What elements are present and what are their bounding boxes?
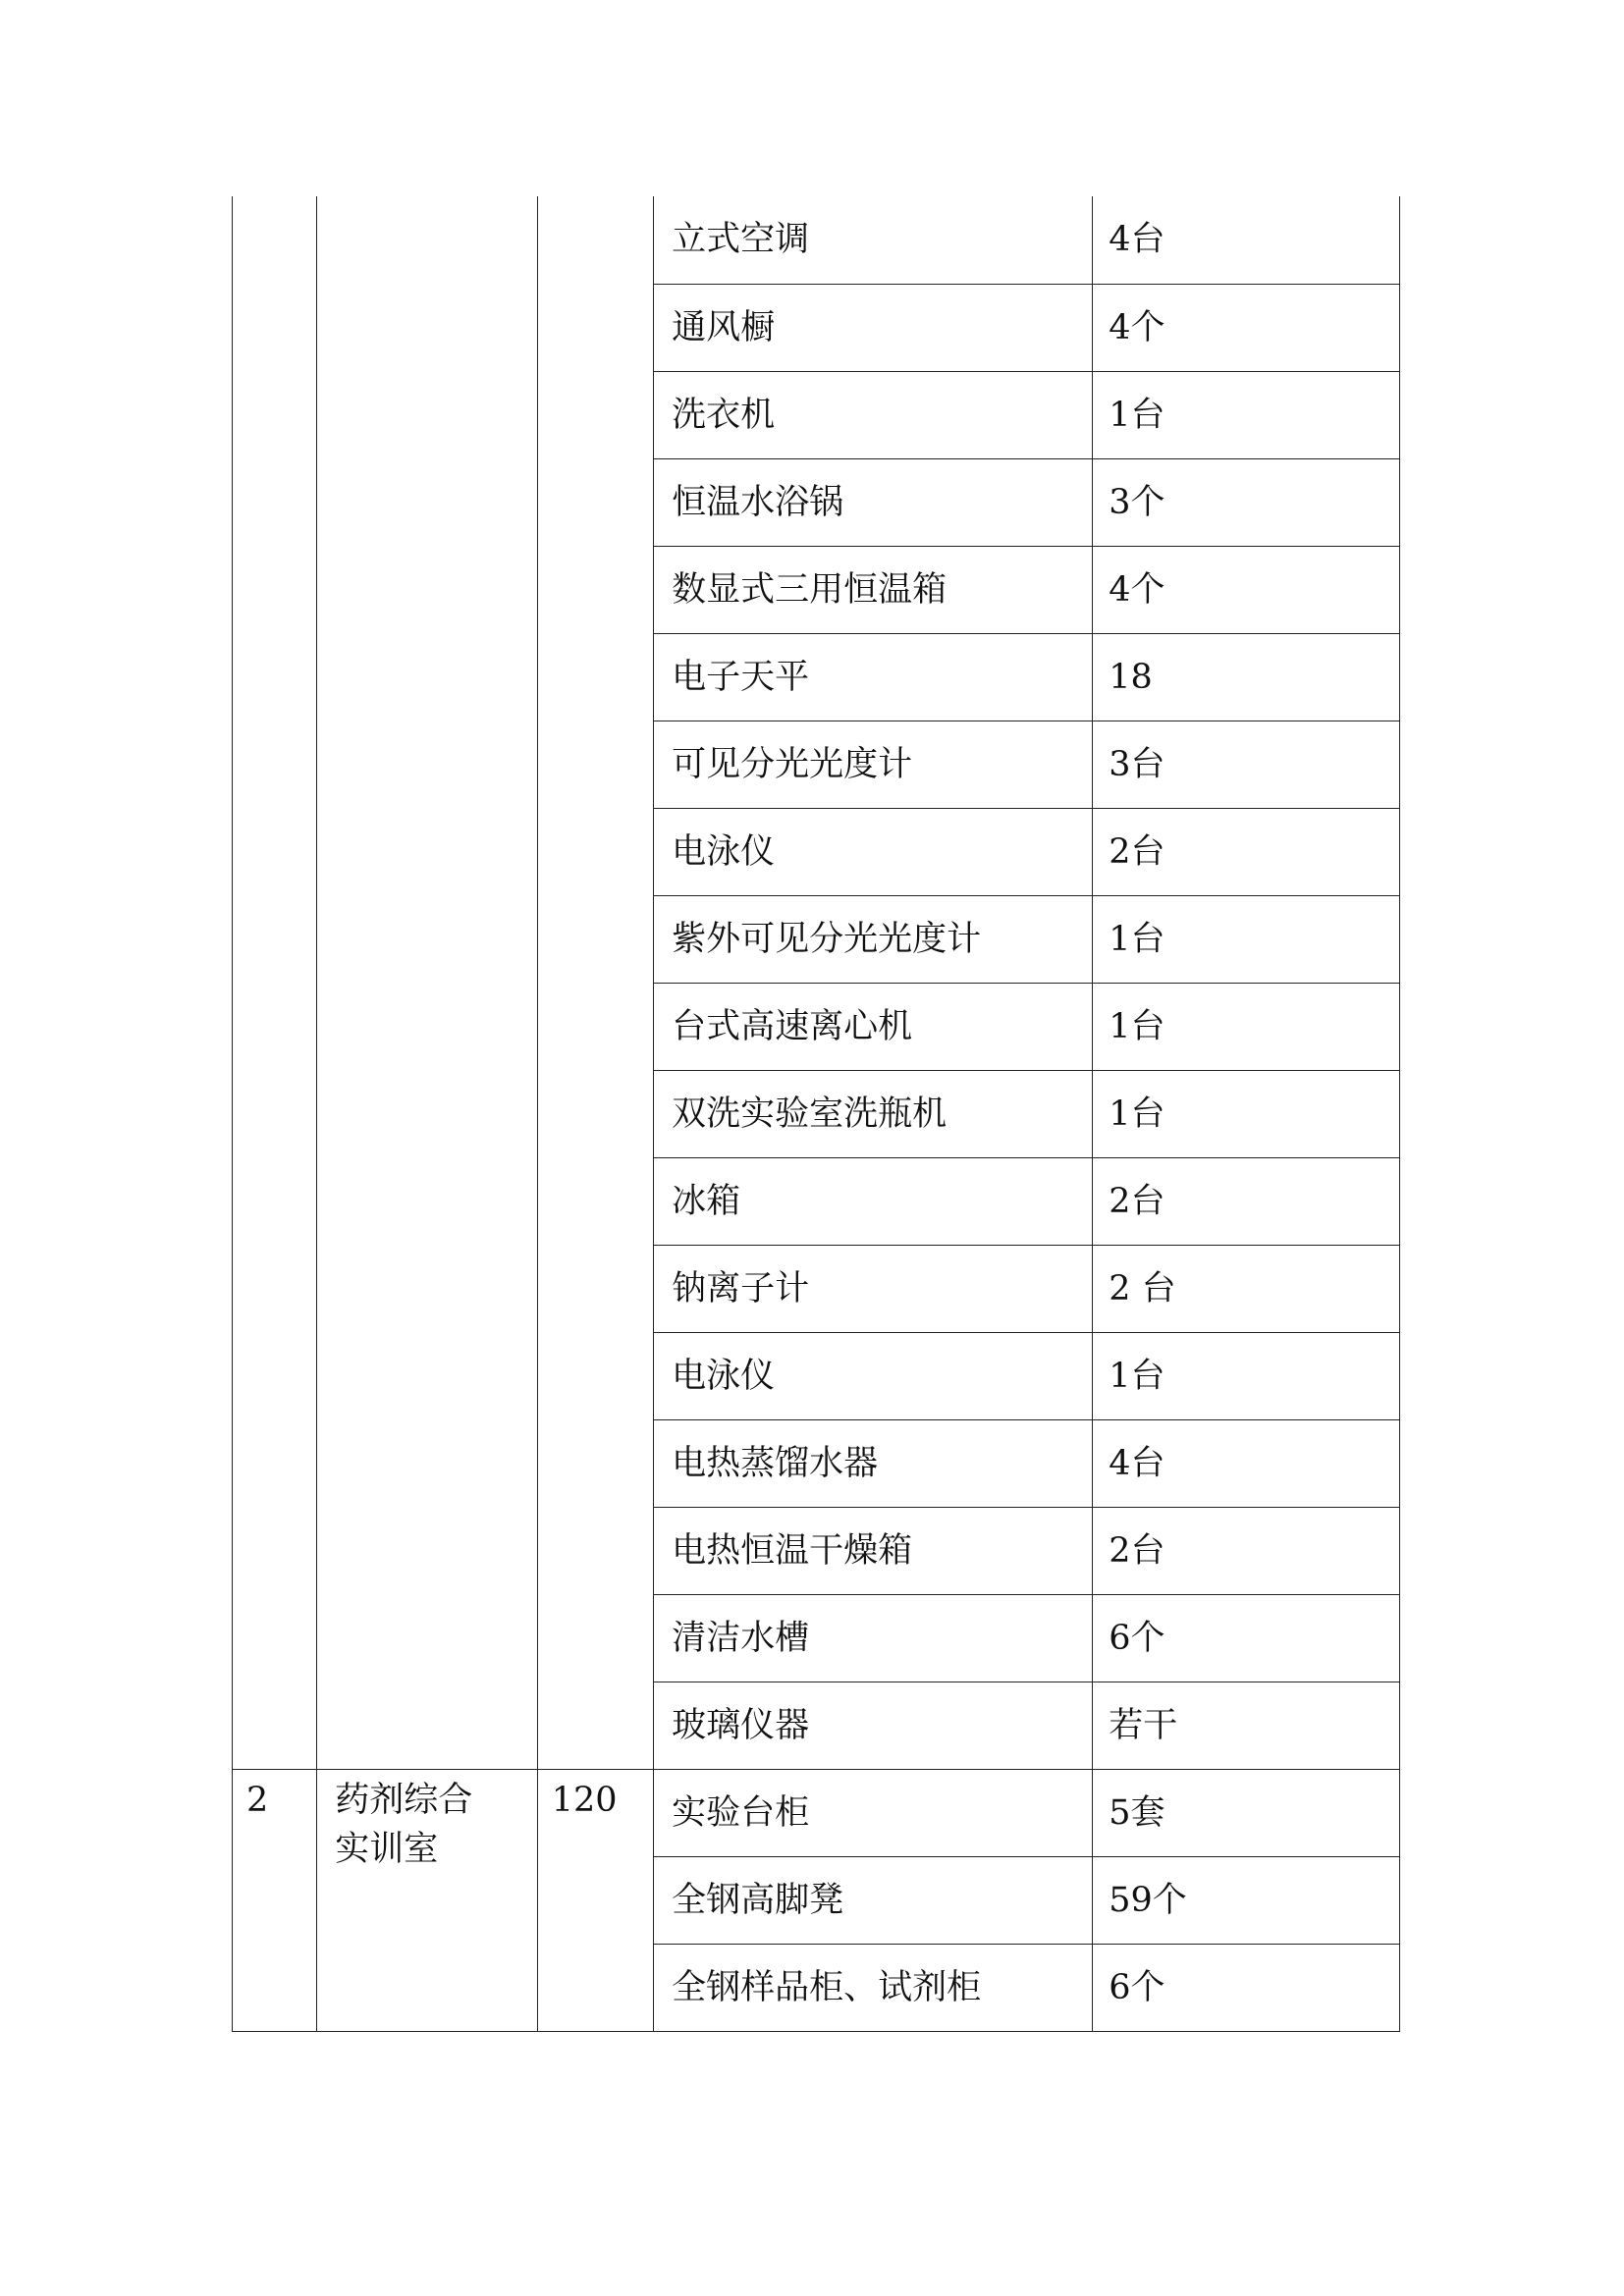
equipment-name: 电泳仪 — [654, 1332, 1093, 1419]
equipment-name: 双洗实验室洗瓶机 — [654, 1070, 1093, 1157]
equipment-qty: 2台 — [1093, 1157, 1400, 1245]
equipment-name: 清洁水槽 — [654, 1594, 1093, 1682]
equipment-name: 钠离子计 — [654, 1245, 1093, 1332]
equipment-qty: 6个 — [1093, 1944, 1400, 2031]
equipment-qty: 4台 — [1093, 196, 1400, 284]
equipment-qty: 1台 — [1093, 983, 1400, 1070]
equipment-name: 全钢高脚凳 — [654, 1856, 1093, 1944]
room1-name-cell — [317, 196, 538, 1769]
equipment-name: 实验台柜 — [654, 1769, 1093, 1856]
equipment-qty: 3个 — [1093, 458, 1400, 546]
table-row — [233, 1769, 1400, 1856]
equipment-table — [232, 196, 1400, 2032]
equipment-name: 电泳仪 — [654, 808, 1093, 895]
room-name — [317, 1769, 538, 2031]
equipment-name: 可见分光光度计 — [654, 721, 1093, 808]
room-name-line2: 实训室 — [335, 1829, 439, 1869]
equipment-name: 数显式三用恒温箱 — [654, 546, 1093, 633]
equipment-qty: 3台 — [1093, 721, 1400, 808]
equipment-qty: 4个 — [1093, 284, 1400, 371]
equipment-qty: 4个 — [1093, 546, 1400, 633]
equipment-name: 立式空调 — [654, 196, 1093, 284]
equipment-qty: 1台 — [1093, 895, 1400, 983]
equipment-name: 电子天平 — [654, 633, 1093, 721]
equipment-name: 电热恒温干燥箱 — [654, 1507, 1093, 1594]
equipment-name: 台式高速离心机 — [654, 983, 1093, 1070]
equipment-qty: 18 — [1093, 633, 1400, 721]
equipment-name: 恒温水浴锅 — [654, 458, 1093, 546]
equipment-name: 紫外可见分光光度计 — [654, 895, 1093, 983]
equipment-name: 洗衣机 — [654, 371, 1093, 458]
equipment-qty: 2台 — [1093, 808, 1400, 895]
room1-no-cell — [233, 196, 317, 1769]
room-name-line1: 药剂综合 — [335, 1780, 473, 1820]
equipment-qty: 59个 — [1093, 1856, 1400, 1944]
room1-area-cell — [537, 196, 653, 1769]
equipment-qty: 4台 — [1093, 1419, 1400, 1507]
equipment-qty: 若干 — [1093, 1682, 1400, 1769]
equipment-name: 电热蒸馏水器 — [654, 1419, 1093, 1507]
equipment-qty: 1台 — [1093, 371, 1400, 458]
equipment-qty: 2 台 — [1093, 1245, 1400, 1332]
room-number: 2 — [233, 1769, 317, 2031]
equipment-qty: 5套 — [1093, 1769, 1400, 1856]
equipment-qty: 6个 — [1093, 1594, 1400, 1682]
equipment-name: 全钢样品柜、试剂柜 — [654, 1944, 1093, 2031]
room-area: 120 — [537, 1769, 653, 2031]
equipment-name: 通风橱 — [654, 284, 1093, 371]
equipment-name: 冰箱 — [654, 1157, 1093, 1245]
equipment-qty: 1台 — [1093, 1070, 1400, 1157]
equipment-qty: 1台 — [1093, 1332, 1400, 1419]
table-row — [233, 196, 1400, 284]
equipment-qty: 2台 — [1093, 1507, 1400, 1594]
equipment-name: 玻璃仪器 — [654, 1682, 1093, 1769]
